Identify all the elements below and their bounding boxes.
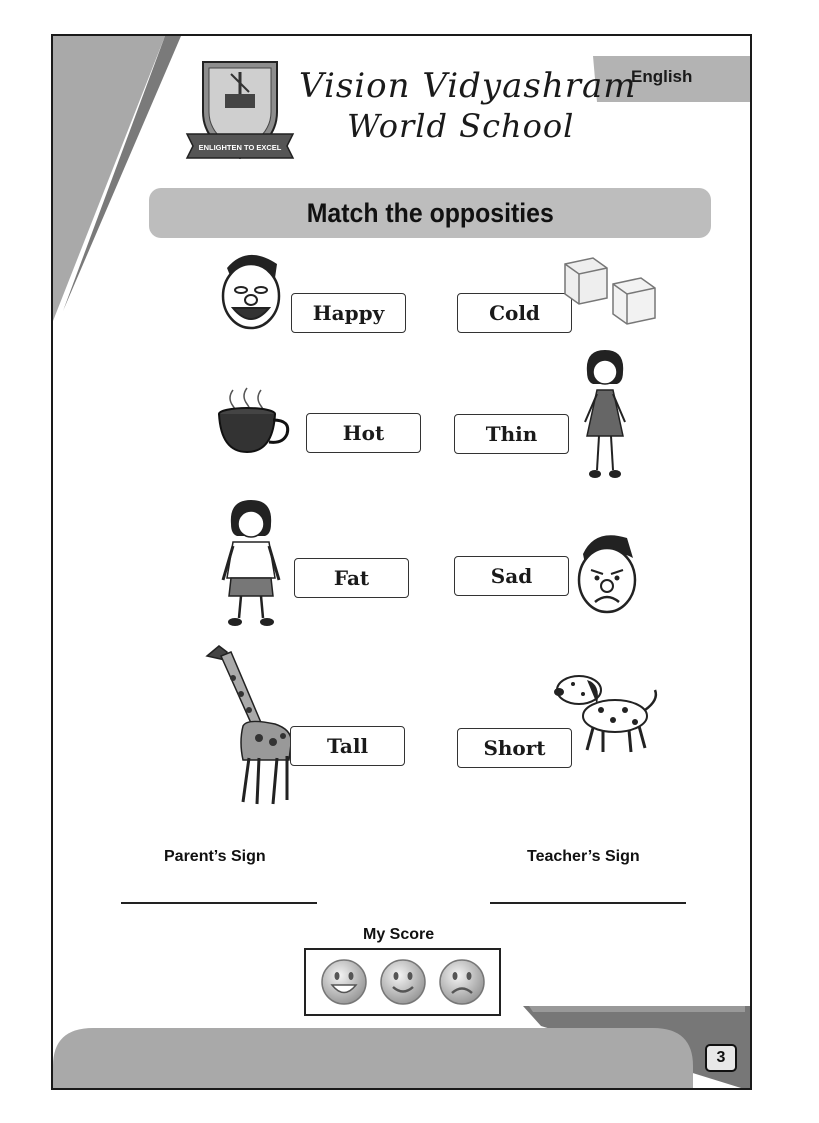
title-bar [149,188,711,238]
corner-decoration [53,36,193,326]
word-box-hot[interactable]: Hot [306,413,421,453]
parent-sign-line[interactable] [121,902,317,904]
word-box-short[interactable]: Short [457,728,572,768]
page-number: 3 [705,1044,737,1072]
teacher-sign-label: Teacher’s Sign [527,848,640,865]
fat-girl-icon [219,496,283,628]
school-name [299,66,637,146]
dog-icon [551,672,663,756]
score-label: My Score [363,926,435,943]
giraffe-icon [203,642,295,808]
school-name-line1: Vision Vidyashram [299,66,637,106]
school-name-line2: World School [347,107,575,145]
teacher-sign-line[interactable] [490,902,686,904]
word-box-happy[interactable]: Happy [291,293,406,333]
word-box-cold[interactable]: Cold [457,293,572,333]
word-box-thin[interactable]: Thin [454,414,569,454]
hot-cup-icon [217,386,293,456]
thin-girl-icon [577,348,633,480]
footer-band [53,996,752,1090]
subject-label: English [631,67,693,86]
school-logo [185,54,295,164]
worksheet-title: Match the opposities [306,197,554,228]
logo-motto: ENLIGHTEN TO EXCEL [198,143,282,152]
word-box-sad[interactable]: Sad [454,556,569,596]
word-box-tall[interactable]: Tall [290,726,405,766]
happy-face-icon [217,248,287,334]
sad-face-icon [575,530,641,616]
ice-cubes-icon [553,254,668,332]
worksheet-page [51,34,752,1090]
word-box-fat[interactable]: Fat [294,558,409,598]
parent-sign-label: Parent’s Sign [164,848,266,865]
